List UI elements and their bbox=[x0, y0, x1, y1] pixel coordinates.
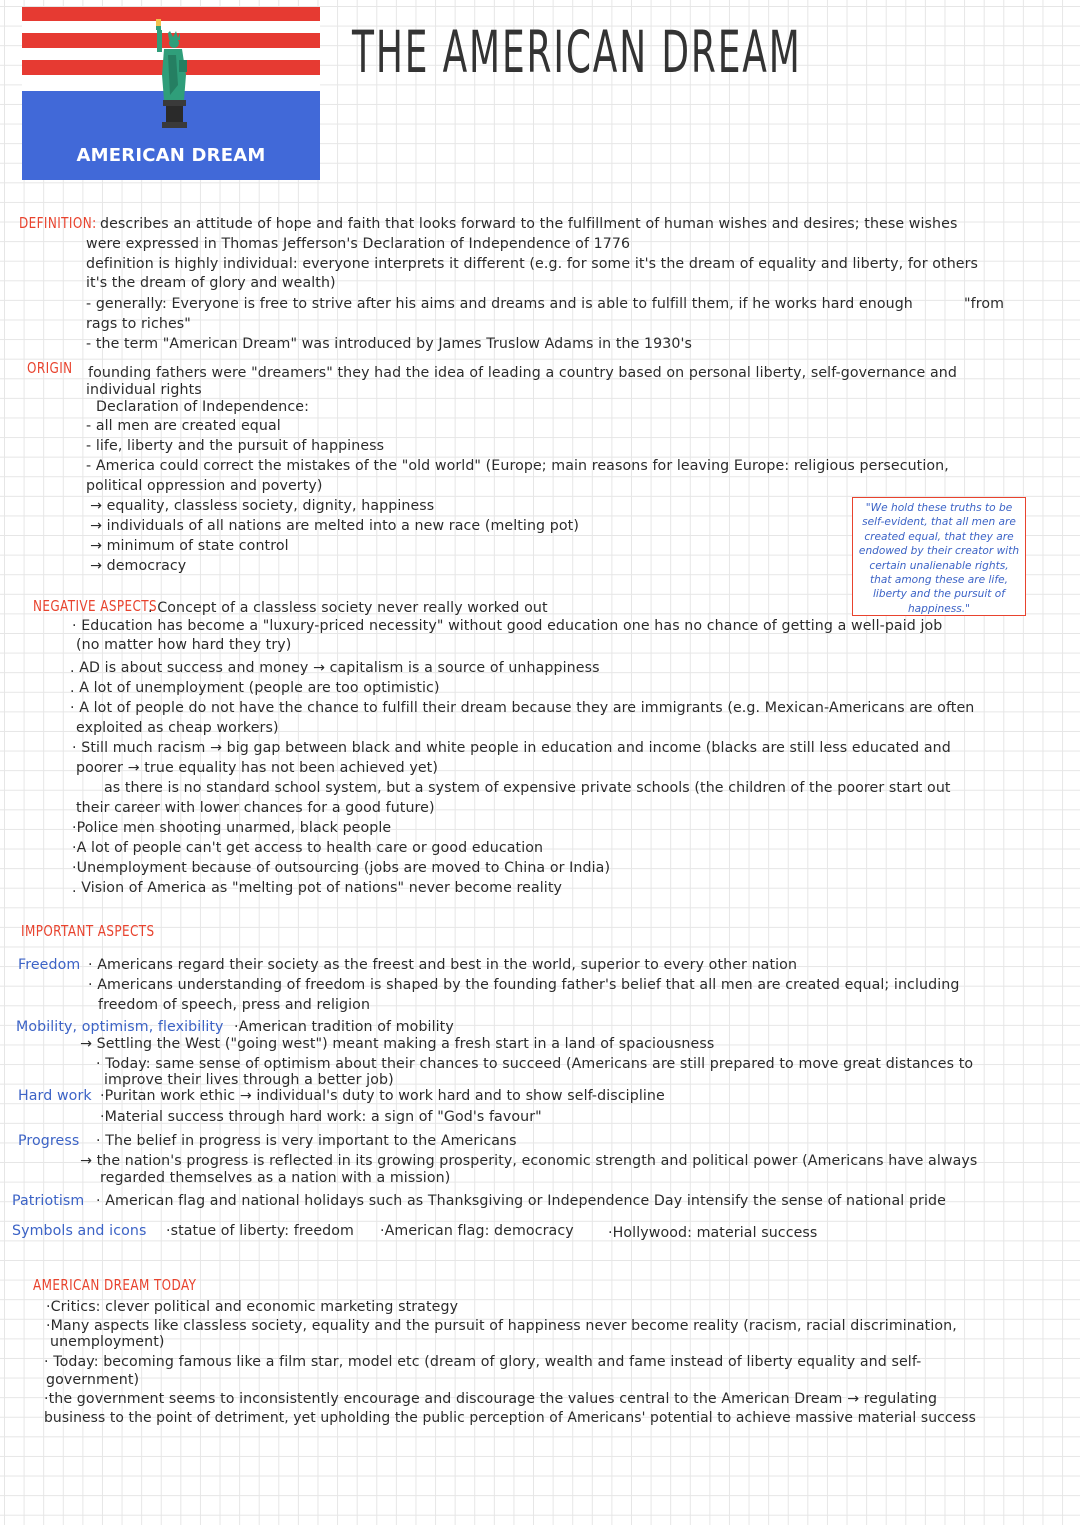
origin-line: → individuals of all nations are melted into a new race (melting pot) bbox=[90, 518, 579, 534]
freedom-line: · Americans understanding of freedom is shaped by the founding father's belief that all men are created equal; including bbox=[88, 977, 960, 993]
negative-line: · A lot of people do not have the chance to fulfill their dream because they are immigrants (e.g. Mexican-Americans are often bbox=[70, 700, 975, 716]
symbol-item: ·statue of liberty: freedom bbox=[166, 1223, 354, 1239]
definition-line: were expressed in Thomas Jefferson's Declaration of Independence of 1776 bbox=[86, 236, 631, 252]
origin-line: political oppression and poverty) bbox=[86, 478, 323, 494]
page-title: THE AMERICAN DREAM bbox=[352, 18, 802, 86]
negative-line: poorer → true equality has not been achieved yet) bbox=[76, 760, 438, 776]
negative-line: . A lot of unemployment (people are too optimistic) bbox=[70, 680, 440, 696]
today-line: unemployment) bbox=[50, 1334, 165, 1350]
definition-line: describes an attitude of hope and faith that looks forward to the fulfillment of human wishes and desires; these wishes bbox=[100, 216, 958, 232]
today-line: government) bbox=[46, 1372, 140, 1388]
mobility-line: → Settling the West ("going west") meant making a fresh start in a land of spaciousness bbox=[80, 1036, 715, 1052]
progress-line: → the nation's progress is reflected in its growing prosperity, economic strength and political power (Americans have always bbox=[80, 1153, 978, 1169]
progress-label: Progress bbox=[18, 1133, 80, 1149]
definition-line: definition is highly individual: everyone interprets it different (e.g. for some it's the dream of equality and liberty, for others bbox=[86, 256, 979, 272]
american-dream-logo bbox=[22, 7, 320, 180]
today-line: · Today: becoming famous like a film star, model etc (dream of glory, wealth and fame instead of liberty equality and self- bbox=[44, 1354, 922, 1370]
definition-line: rags to riches" bbox=[86, 316, 191, 332]
origin-line: - life, liberty and the pursuit of happiness bbox=[86, 438, 385, 454]
negative-line: (no matter how hard they try) bbox=[76, 637, 292, 653]
today-line: business to the point of detriment, yet upholding the public perception of Americans' potential to achieve massive material success bbox=[44, 1410, 976, 1426]
symbols-label: Symbols and icons bbox=[12, 1223, 147, 1239]
definition-line: it's the dream of glory and wealth) bbox=[86, 275, 336, 291]
progress-line: regarded themselves as a nation with a mission) bbox=[100, 1170, 451, 1186]
definition-heading: DEFINITION: bbox=[19, 214, 97, 232]
negative-line: . Concept of a classless society never really worked out bbox=[148, 600, 548, 616]
definition-from-text: "from bbox=[964, 296, 1005, 312]
origin-line: → equality, classless society, dignity, happiness bbox=[90, 498, 435, 514]
patriotism-label: Patriotism bbox=[12, 1193, 85, 1209]
mobility-line: ·American tradition of mobility bbox=[234, 1019, 454, 1035]
negative-line: . AD is about success and money → capitalism is a source of unhappiness bbox=[70, 660, 600, 676]
negative-line: as there is no standard school system, but a system of expensive private schools (the children of the poorer start out bbox=[104, 780, 951, 796]
today-line: ·Many aspects like classless society, equality and the pursuit of happiness never become reality (racism, racial discrimination, bbox=[46, 1318, 957, 1334]
freedom-line: · Americans regard their society as the freest and best in the world, superior to every other nation bbox=[88, 957, 798, 973]
negative-aspects-heading: NEGATIVE ASPECTS bbox=[33, 597, 157, 615]
origin-line: - all men are created equal bbox=[86, 418, 281, 434]
negative-line: · Still much racism → big gap between black and white people in education and income (blacks are still less educated and bbox=[72, 740, 951, 756]
mobility-line: · Today: same sense of optimism about their chances to succeed (Americans are still prepared to move great distances to bbox=[96, 1056, 974, 1072]
origin-line: founding fathers were "dreamers" they had the idea of leading a country based on personal liberty, self-governance and bbox=[88, 365, 957, 381]
negative-line: ·Police men shooting unarmed, black people bbox=[72, 820, 392, 836]
negative-line: their career with lower chances for a good future) bbox=[76, 800, 435, 816]
today-line: ·Critics: clever political and economic marketing strategy bbox=[46, 1299, 459, 1315]
mobility-label: Mobility, optimism, flexibility bbox=[16, 1019, 224, 1035]
logo-label: AMERICAN DREAM bbox=[76, 145, 266, 166]
origin-line: → democracy bbox=[90, 558, 187, 574]
origin-line: individual rights bbox=[86, 382, 202, 398]
symbol-item: ·American flag: democracy bbox=[380, 1223, 574, 1239]
origin-line: → minimum of state control bbox=[90, 538, 289, 554]
statue-of-liberty-icon bbox=[142, 15, 202, 140]
today-heading: AMERICAN DREAM TODAY bbox=[33, 1276, 197, 1294]
today-line: ·the government seems to inconsistently encourage and discourage the values central to the American Dream → regulating bbox=[44, 1391, 938, 1407]
important-aspects-heading: IMPORTANT ASPECTS bbox=[21, 922, 155, 940]
negative-line: exploited as cheap workers) bbox=[76, 720, 279, 736]
hardwork-label: Hard work bbox=[18, 1088, 92, 1104]
mobility-line: improve their lives through a better job) bbox=[104, 1072, 394, 1088]
origin-heading: ORIGIN bbox=[27, 359, 73, 377]
declaration-quote-box: "We hold these truths to be self-evident, that all men are created equal, that they are endowed by their creator with certain unalienable rights, that among these are life, liberty and the pursuit of happiness." bbox=[852, 497, 1026, 616]
negative-line: · Education has become a "luxury-priced necessity" without good education one has no chance of getting a well-paid job bbox=[72, 618, 943, 634]
freedom-label: Freedom bbox=[18, 957, 81, 973]
negative-line: ·Unemployment because of outsourcing (jobs are moved to China or India) bbox=[72, 860, 611, 876]
origin-line: - America could correct the mistakes of the "old world" (Europe; main reasons for leaving Europe: religious persecution, bbox=[86, 458, 949, 474]
progress-line: · The belief in progress is very important to the Americans bbox=[96, 1133, 517, 1149]
definition-line: - generally: Everyone is free to strive after his aims and dreams and is able to fulfill them, if he works hard enough bbox=[86, 296, 913, 312]
patriotism-line: · American flag and national holidays such as Thanksgiving or Independence Day intensify the sense of national pride bbox=[96, 1193, 946, 1209]
hardwork-line: ·Material success through hard work: a sign of "God's favour" bbox=[100, 1109, 542, 1125]
negative-line: ·A lot of people can't get access to health care or good education bbox=[72, 840, 544, 856]
freedom-line: freedom of speech, press and religion bbox=[98, 997, 371, 1013]
negative-line: . Vision of America as "melting pot of nations" never become reality bbox=[72, 880, 562, 896]
symbol-item: ·Hollywood: material success bbox=[608, 1225, 818, 1241]
definition-line: - the term "American Dream" was introduced by James Truslow Adams in the 1930's bbox=[86, 336, 693, 352]
hardwork-line: ·Puritan work ethic → individual's duty to work hard and to show self-discipline bbox=[100, 1088, 665, 1104]
origin-line: Declaration of Independence: bbox=[96, 399, 309, 415]
